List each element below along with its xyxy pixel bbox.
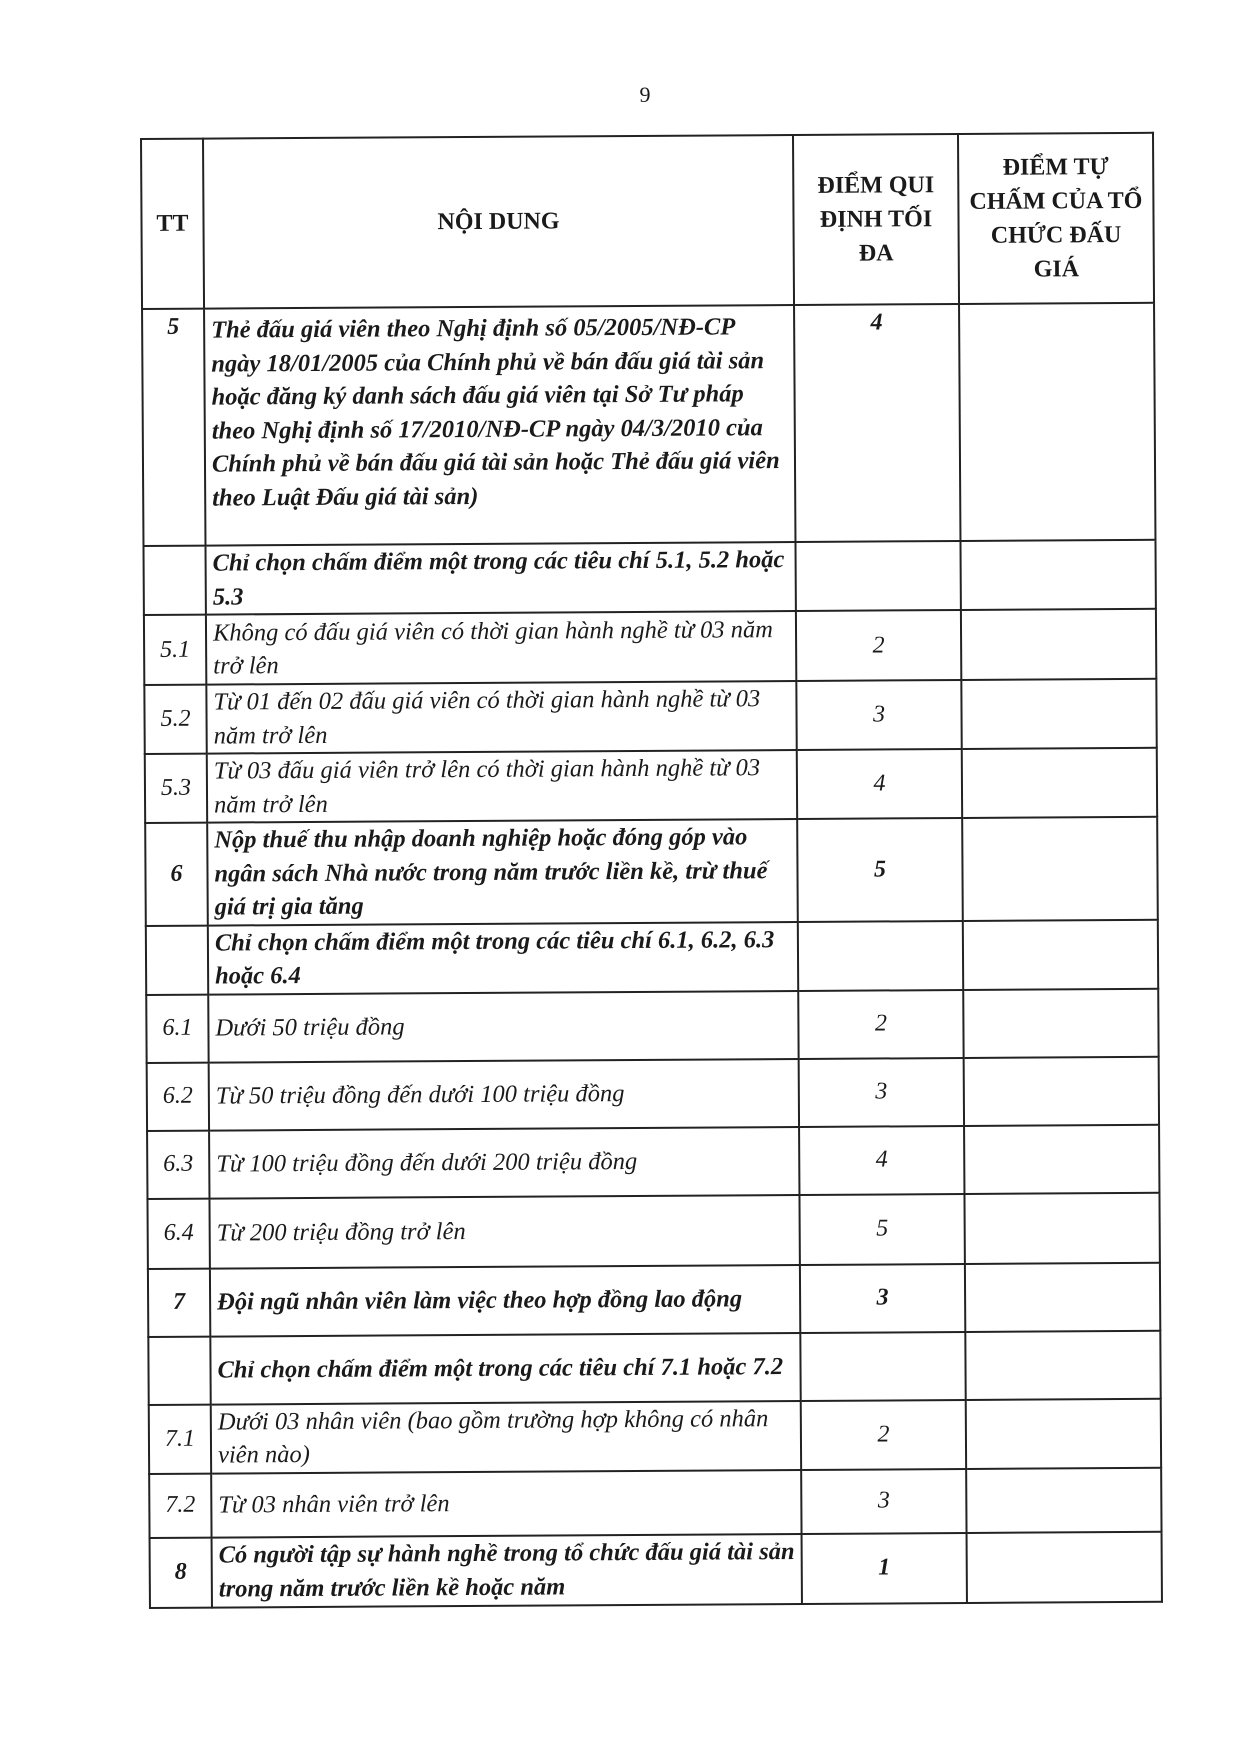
row-content: Dưới 50 triệu đồng <box>208 990 798 1062</box>
row-content: Đội ngũ nhân viên làm việc theo hợp đồng lao động <box>210 1264 800 1336</box>
row-tt: 6.4 <box>147 1198 209 1268</box>
table-row <box>144 679 1156 754</box>
row-points: 3 <box>800 1263 965 1332</box>
table-row <box>149 1467 1161 1537</box>
row-points: 2 <box>798 989 963 1058</box>
header-tt: TT <box>141 139 204 309</box>
row-tt <box>148 1336 210 1404</box>
row-tt: 5 <box>142 309 205 546</box>
row-self-score[interactable] <box>963 919 1158 989</box>
table-row <box>150 1531 1162 1607</box>
row-content: Từ 50 triệu đồng đến dưới 100 triệu đồng <box>209 1058 799 1130</box>
page-number: 9 <box>639 82 651 107</box>
row-self-score[interactable] <box>963 988 1158 1057</box>
row-points: 2 <box>801 1399 966 1469</box>
row-content: Từ 01 đến 02 đấu giá viên có thời gian hành nghề từ 03 năm trở lên <box>206 681 796 754</box>
row-tt <box>143 546 205 615</box>
row-points: 3 <box>801 1468 966 1533</box>
row-self-score[interactable] <box>961 609 1156 680</box>
row-self-score[interactable] <box>964 1124 1159 1193</box>
row-self-score[interactable] <box>959 303 1155 541</box>
row-content: Chỉ chọn chấm điểm một trong các tiêu chí 7.1 hoặc 7.2 <box>210 1332 800 1404</box>
row-content: Thẻ đấu giá viên theo Nghị định số 05/2005/NĐ-CP ngày 18/01/2005 của Chính phủ về bán đấu giá tài sản hoặc đăng ký danh sách đấu giá viên tại Sở Tư pháp theo Nghị định số 17/2010/NĐ-CP ngày 04/3/2010 của Chính phủ về bán đấu giá tài sản hoặc Thẻ đấu giá viên theo Luật Đấu giá tài sản) <box>204 305 795 546</box>
row-content: Chỉ chọn chấm điểm một trong các tiêu chí 6.1, 6.2, 6.3 hoặc 6.4 <box>208 921 798 994</box>
row-self-score[interactable] <box>966 1398 1161 1468</box>
row-self-score[interactable] <box>962 817 1158 921</box>
row-points: 1 <box>802 1532 967 1603</box>
row-self-score[interactable] <box>967 1531 1162 1602</box>
row-points <box>795 541 960 611</box>
row-tt <box>146 925 208 994</box>
row-self-score[interactable] <box>966 1467 1161 1532</box>
row-tt: 6.1 <box>146 994 208 1062</box>
row-tt: 7 <box>148 1268 210 1336</box>
scoring-table-wrapper <box>140 132 1161 1609</box>
row-tt: 7.2 <box>149 1473 211 1537</box>
table-row <box>149 1398 1161 1473</box>
row-content: Từ 03 đấu giá viên trở lên có thời gian hành nghề từ 03 năm trở lên <box>207 750 797 823</box>
row-tt: 5.1 <box>144 615 206 685</box>
row-content: Từ 03 nhân viên trở lên <box>211 1469 801 1537</box>
header-self-score: ĐIỂM TỰ CHẤM CỦA TỔ CHỨC ĐẤU GIÁ <box>958 133 1154 304</box>
row-points <box>800 1331 965 1400</box>
row-points: 4 <box>794 304 960 542</box>
table-row <box>148 1330 1160 1404</box>
row-content: Từ 100 triệu đồng đến dưới 200 triệu đồng <box>209 1126 799 1198</box>
table-row <box>147 1124 1159 1198</box>
row-points: 2 <box>796 610 961 681</box>
row-points: 3 <box>799 1057 964 1126</box>
row-points: 3 <box>796 680 961 750</box>
scoring-table <box>140 132 1163 1609</box>
row-content: Nộp thuế thu nhập doanh nghiệp hoặc đóng góp vào ngân sách Nhà nước trong năm trước liền kề, trừ thuế giá trị gia tăng <box>207 819 798 925</box>
row-content: Không có đấu giá viên có thời gian hành nghề từ 03 năm trở lên <box>206 611 796 685</box>
row-self-score[interactable] <box>961 679 1156 749</box>
row-tt: 7.1 <box>149 1404 211 1473</box>
table-row <box>145 817 1158 926</box>
table-row <box>147 1056 1159 1130</box>
row-tt: 5.2 <box>144 685 206 754</box>
header-content: NỘI DUNG <box>203 135 794 309</box>
row-points: 5 <box>799 1193 964 1264</box>
header-max-points: ĐIỂM QUI ĐỊNH TỐI ĐA <box>793 134 959 305</box>
row-self-score[interactable] <box>965 1262 1160 1331</box>
row-content: Chỉ chọn chấm điểm một trong các tiêu chí 5.1, 5.2 hoặc 5.3 <box>205 542 795 615</box>
row-content: Dưới 03 nhân viên (bao gồm trường hợp không có nhân viên nào) <box>211 1400 801 1473</box>
row-self-score[interactable] <box>964 1192 1159 1263</box>
row-tt: 6.2 <box>147 1062 209 1130</box>
header-row <box>141 133 1154 309</box>
row-content: Từ 200 triệu đồng trở lên <box>209 1194 799 1268</box>
row-self-score[interactable] <box>960 540 1155 610</box>
table-row <box>147 1192 1159 1268</box>
table-row <box>145 748 1157 823</box>
row-tt: 8 <box>150 1537 212 1607</box>
table-row <box>146 988 1158 1062</box>
row-content: Có người tập sự hành nghề trong tổ chức đấu giá tài sản trong năm trước liền kề hoặc năm <box>212 1533 802 1607</box>
row-self-score[interactable] <box>965 1330 1160 1399</box>
row-points: 4 <box>797 749 962 819</box>
table-row <box>144 609 1156 685</box>
table-row <box>148 1262 1160 1336</box>
table-row <box>143 540 1155 615</box>
row-self-score[interactable] <box>964 1056 1159 1125</box>
table-row <box>146 919 1158 994</box>
row-points <box>798 920 963 990</box>
row-points: 5 <box>797 818 963 922</box>
row-points: 4 <box>799 1125 964 1194</box>
row-tt: 6.3 <box>147 1130 209 1198</box>
row-self-score[interactable] <box>962 748 1157 818</box>
row-tt: 6 <box>145 823 208 926</box>
row-tt: 5.3 <box>145 754 207 823</box>
table-row <box>142 303 1155 546</box>
